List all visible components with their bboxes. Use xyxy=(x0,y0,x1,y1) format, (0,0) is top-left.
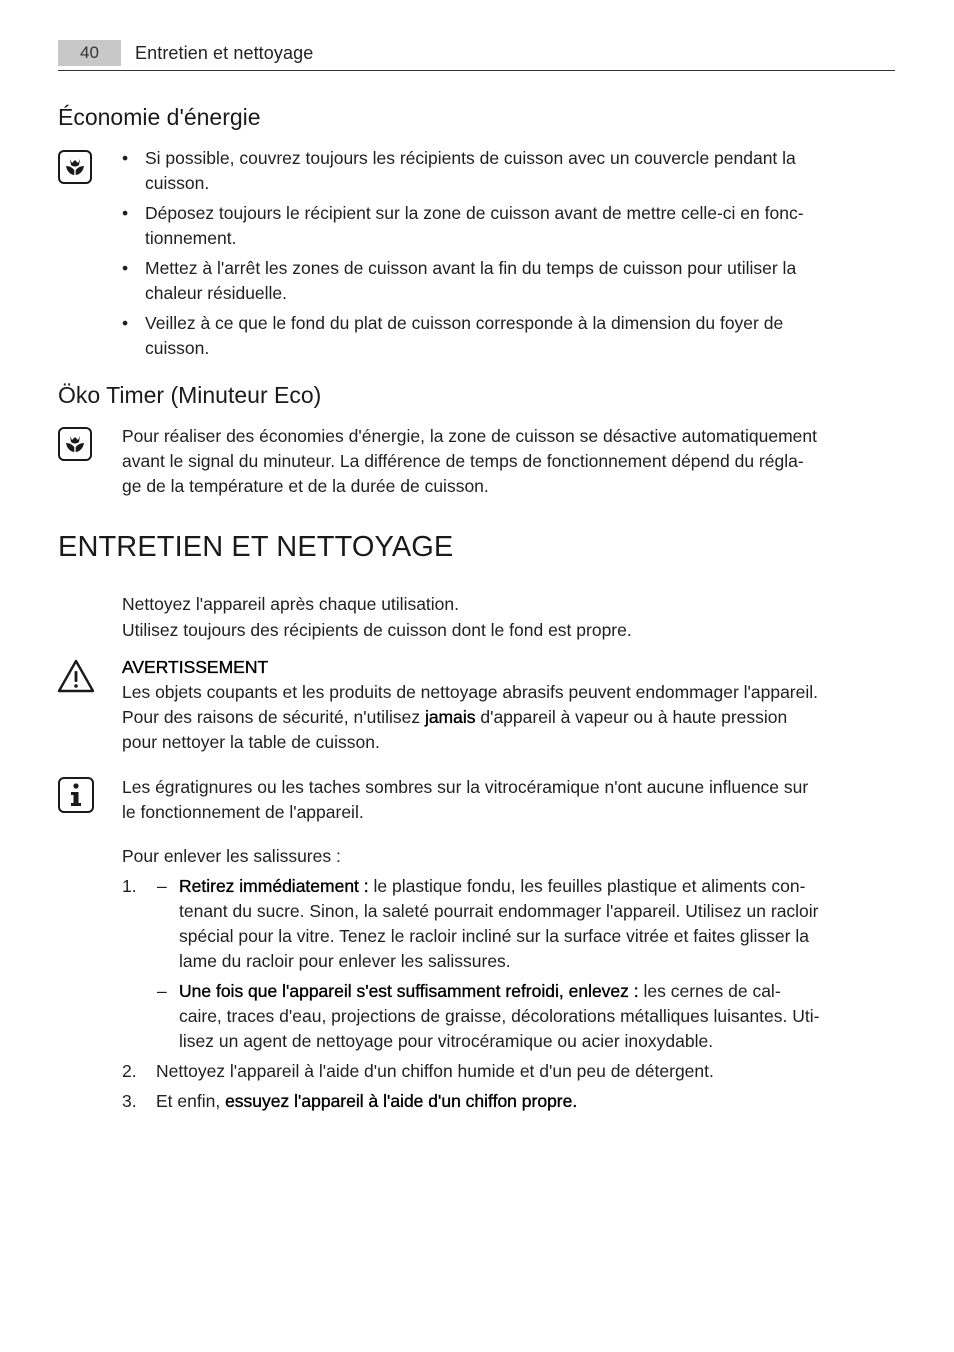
running-title: Entretien et nettoyage xyxy=(135,43,314,63)
step-3 xyxy=(122,1089,897,1114)
step-label: Une fois que l'appareil s'est suffisamment refroidi, enlevez : xyxy=(179,981,639,1001)
oko-timer-heading: Öko Timer (Minuteur Eco) xyxy=(58,382,322,408)
list-item-line: Mettez à l'arrêt les zones de cuisson avant la fin du temps de cuisson pour utiliser la xyxy=(145,258,797,278)
warning-block xyxy=(122,655,902,755)
warning-triangle-icon xyxy=(56,658,96,694)
list-item xyxy=(122,256,897,306)
paragraph-line: tenant du sucre. Sinon, la saleté pourrait endommager l'appareil. Utilisez un racloir xyxy=(179,901,819,921)
paragraph-line: Pour réaliser des économies d'énergie, la zone de cuisson se désactive automatiquement xyxy=(122,426,817,446)
list-item-line: Si possible, couvrez toujours les récipients de cuisson avec un couvercle pendant la xyxy=(145,148,796,168)
warning-text: Pour des raisons de sécurité, n'utilisez xyxy=(122,707,425,727)
dash-marker: – xyxy=(157,981,167,1001)
sub-step xyxy=(122,874,897,974)
list-item-line: Veillez à ce que le fond du plat de cuisson corresponde à la dimension du foyer de xyxy=(145,313,784,333)
care-intro xyxy=(122,592,897,643)
step-number: 1. xyxy=(122,876,137,896)
info-text xyxy=(122,775,897,825)
info-icon xyxy=(58,777,94,813)
step-1 xyxy=(122,874,897,1054)
eco-leaf-icon xyxy=(58,150,92,184)
warning-title: AVERTISSEMENT xyxy=(122,657,269,677)
paragraph-line: lame du racloir pour enlever les salissures. xyxy=(179,951,511,971)
eco-leaf-icon xyxy=(58,427,92,461)
section-heading: ENTRETIEN ET NETTOYAGE xyxy=(58,531,454,563)
step-text: le plastique fondu, les feuilles plastique et aliments con- xyxy=(368,876,806,896)
list-item-line: cuisson. xyxy=(145,173,210,193)
paragraph-line xyxy=(179,979,897,1004)
bullet-dot: • xyxy=(122,203,129,223)
energy-tips-list xyxy=(122,146,897,366)
paragraph-line: avant le signal du minuteur. La différence de temps de fonctionnement dépend du régla- xyxy=(122,451,804,471)
paragraph-line: spécial pour la vitre. Tenez le racloir incliné sur la surface vitrée et faites glisser la xyxy=(179,926,809,946)
paragraph-line: caire, traces d'eau, projections de graisse, décolorations métalliques luisantes. Uti- xyxy=(179,1006,820,1026)
header-divider xyxy=(58,70,895,71)
paragraph-line: Nettoyez l'appareil après chaque utilisation. xyxy=(122,594,460,614)
oko-timer-text xyxy=(122,424,897,499)
list-item-line: Déposez toujours le récipient sur la zone de cuisson avant de mettre celle-ci en fonc- xyxy=(145,203,804,223)
paragraph-line: pour nettoyer la table de cuisson. xyxy=(122,732,380,752)
step-label: Retirez immédiatement : xyxy=(179,876,369,896)
paragraph-line: Les égratignures ou les taches sombres sur la vitrocéramique n'ont aucune influence sur xyxy=(122,777,809,797)
step-number: 2. xyxy=(122,1061,137,1081)
paragraph-line: le fonctionnement de l'appareil. xyxy=(122,802,364,822)
paragraph-line: Utilisez toujours des récipients de cuisson dont le fond est propre. xyxy=(122,620,632,640)
paragraph-line xyxy=(156,1089,897,1114)
dash-marker: – xyxy=(157,876,167,896)
step-number: 3. xyxy=(122,1091,137,1111)
paragraph-line xyxy=(179,874,897,899)
bullet-dot: • xyxy=(122,148,129,168)
step-label: essuyez l'appareil à l'aide d'un chiffon propre. xyxy=(225,1091,578,1111)
list-item xyxy=(122,311,897,361)
paragraph-line: Les objets coupants et les produits de nettoyage abrasifs peuvent endommager l'appareil. xyxy=(122,682,819,702)
step-text: les cernes de cal- xyxy=(638,981,781,1001)
page-number: 40 xyxy=(58,40,121,66)
bullet-dot: • xyxy=(122,313,129,333)
bullet-dot: • xyxy=(122,258,129,278)
energy-heading: Économie d'énergie xyxy=(58,104,261,130)
paragraph-line: lisez un agent de nettoyage pour vitrocéramique ou acier inoxydable. xyxy=(179,1031,714,1051)
paragraph-line: Nettoyez l'appareil à l'aide d'un chiffon humide et d'un peu de détergent. xyxy=(156,1061,714,1081)
step-text: Et enfin, xyxy=(156,1091,226,1111)
paragraph-line xyxy=(122,705,902,730)
list-item-line: chaleur résiduelle. xyxy=(145,283,288,303)
paragraph-line: ge de la température et de la durée de cuisson. xyxy=(122,476,489,496)
dirt-intro: Pour enlever les salissures : xyxy=(122,846,341,866)
warning-text: d'appareil à vapeur ou à haute pression xyxy=(475,707,788,727)
cleaning-steps xyxy=(122,874,897,1119)
list-item xyxy=(122,146,897,196)
sub-step xyxy=(122,979,897,1054)
list-item-line: cuisson. xyxy=(145,338,210,358)
step-2 xyxy=(122,1059,897,1084)
warning-emphasis: jamais xyxy=(424,707,476,727)
list-item xyxy=(122,201,897,251)
list-item-line: tionnement. xyxy=(145,228,237,248)
